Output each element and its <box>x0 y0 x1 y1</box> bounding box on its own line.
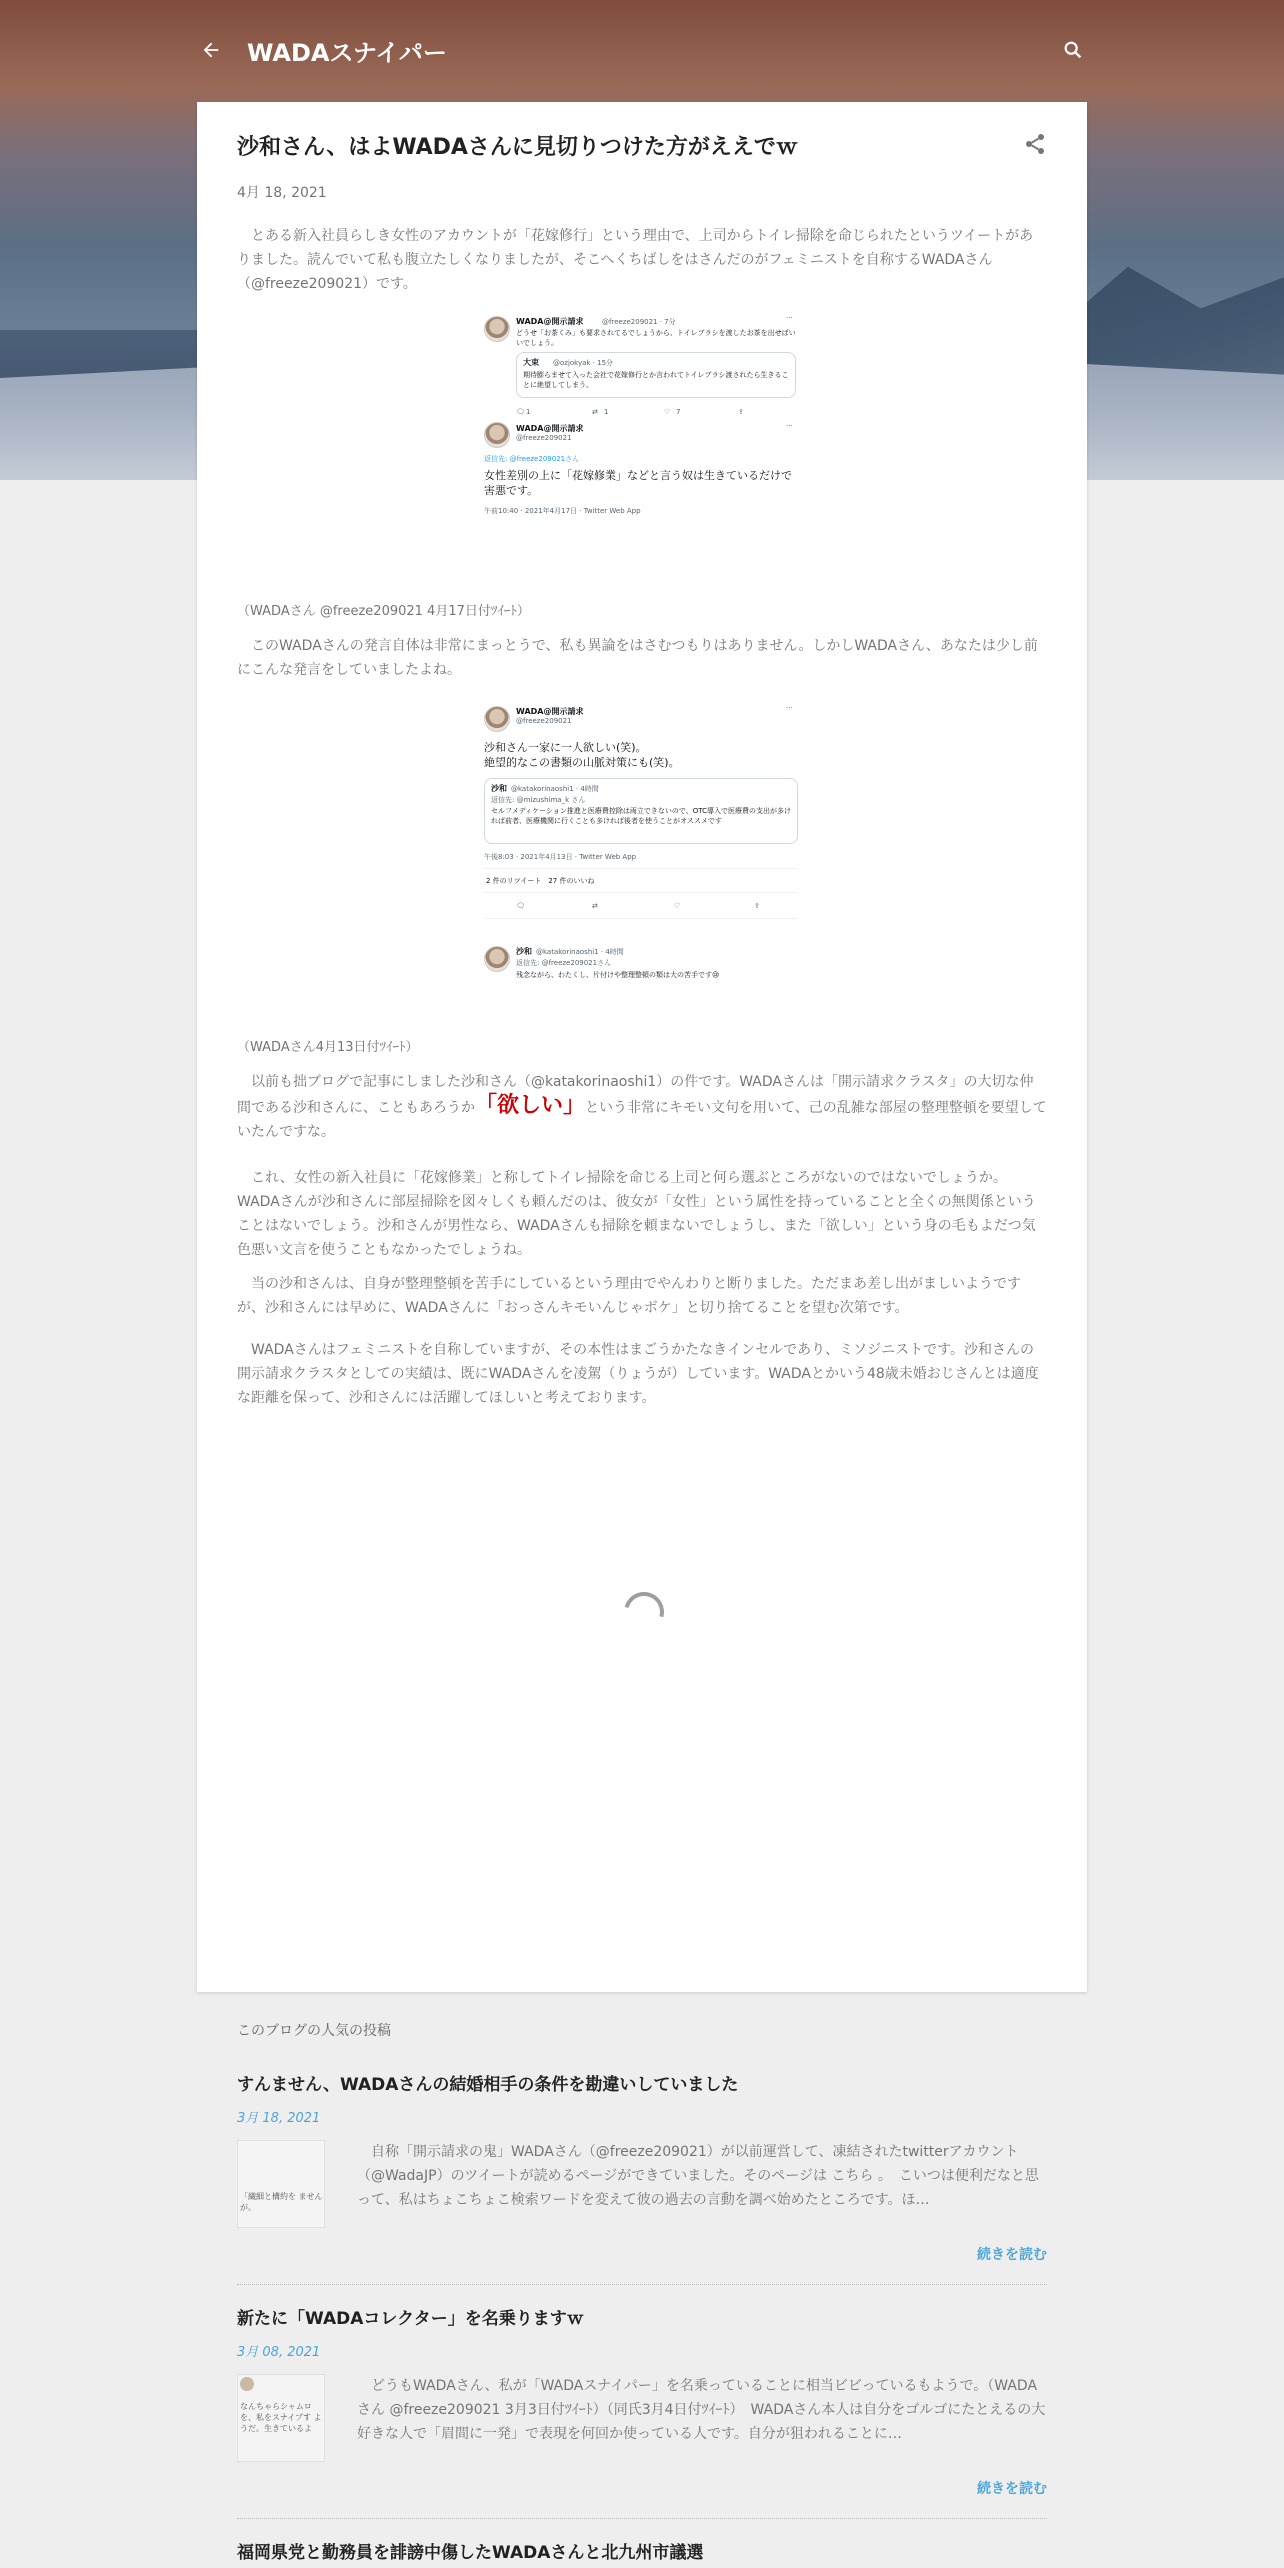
retweet-icon: ⇄ <box>592 902 598 910</box>
paragraph-3-text-a: 以前も拙ブログで記事にしました沙和さん（@katakorinaoshi1）の件です。WADAさんは「開示請求クラスタ」の大切な仲間である沙和さんに、こともあろうか <box>237 1074 1034 1116</box>
reply-to: 返信先: @freeze209021さん <box>516 959 612 967</box>
share-tweet-icon: ⇪ <box>754 902 760 910</box>
popular-posts-heading: このブログの人気の投稿 <box>237 2023 391 2039</box>
tweet-author-name: WADA@開示請求 <box>516 317 584 326</box>
quoted-reply-to: 返信先: @mizushima_k さん <box>491 796 586 804</box>
quoted-tweet <box>516 352 796 398</box>
emphasized-word: 「欲しい」 <box>475 1093 586 1118</box>
popular-post-thumbnail[interactable] <box>237 2140 325 2228</box>
more-icon: ··· <box>786 704 793 712</box>
thumbnail-text: 「繊細と構約を ませんが。 <box>240 2192 323 2212</box>
tweet-timestamp: 午前10:40 · 2021年4月17日 · Twitter Web App <box>484 507 641 515</box>
tweet-stats: 2 件のリツイート 27 件のいいね <box>486 877 595 885</box>
like-count: 7 <box>676 408 681 416</box>
avatar <box>484 316 510 342</box>
quoted-author-name: 沙和 <box>491 784 507 793</box>
popular-post-title[interactable]: 福岡県党と勤務員を誹謗中傷したWADAさんと北九州市議選 <box>237 2543 704 2563</box>
popular-post-title[interactable]: すんません、WADAさんの結婚相手の条件を勘違いしていました <box>237 2075 739 2095</box>
popular-post-date[interactable]: 3月 18, 2021 <box>237 2111 321 2126</box>
post-paragraph-2: このWADAさんの発言自体は非常にまっとうで、私も異論をはさむつもりはありません。しかしWADAさん、あなたは少し前にこんな発言をしていましたよね。 <box>237 638 1038 678</box>
post-date[interactable]: 4月 18, 2021 <box>237 185 327 201</box>
avatar <box>484 706 510 732</box>
tweet-timestamp: 午後8:03 · 2021年4月13日 · Twitter Web App <box>484 853 637 861</box>
blog-title[interactable]: WADAスナイパー <box>247 38 447 67</box>
read-more-link[interactable]: 続きを読む <box>977 2247 1047 2263</box>
avatar <box>484 422 510 448</box>
top-bar <box>197 28 1087 72</box>
reply-text: 残念ながら、わたくし、片付けや整理整頓の類は大の苦手です😢 <box>516 971 720 979</box>
post-card <box>197 102 1087 1992</box>
divider <box>484 918 798 919</box>
search-icon[interactable] <box>1059 36 1087 64</box>
thumbnail-text: なんちゃらシャムロ を、私をスナイプす ようだ。生きているよ <box>240 2402 322 2433</box>
avatar <box>484 946 510 972</box>
thumbnail-avatar <box>240 2377 254 2391</box>
retweet-icon: ⇄ <box>592 408 598 416</box>
reply-author-name: WADA@開示請求 <box>516 424 584 433</box>
quoted-text: セルフメディケーション推進と医療費控除は両立できないので、OTC導入で医療費の支出が多ければ前者、医療機関に行くことも多ければ後者を使うことがオススメです <box>491 807 792 825</box>
popular-post-thumbnail[interactable] <box>237 2374 325 2462</box>
more-icon: ··· <box>786 422 793 430</box>
popular-post-item <box>237 2538 1047 2563</box>
post-paragraph-3 <box>237 1070 1047 1144</box>
tweet-screenshot-2 <box>482 702 802 992</box>
reply-to: 返信先: @freeze209021さん <box>484 455 580 463</box>
quoted-tweet <box>484 778 798 844</box>
popular-post-title[interactable]: 新たに「WADAコレクター」を名乗りますｗ <box>237 2309 584 2329</box>
like-icon: ♡ <box>664 408 671 416</box>
reply-author-name: 沙和 <box>516 947 532 956</box>
tweet-text: 沙和さん一家に一人欲しい(笑)。 絶望的なこの書類の山脈対策にも(笑)。 <box>484 741 680 769</box>
reply-icon: 🗨 <box>516 408 525 416</box>
like-icon: ♡ <box>674 902 681 910</box>
tweet-handle: @freeze209021 · 7分 <box>602 318 676 326</box>
share-tweet-icon: ⇪ <box>738 408 744 416</box>
post-title: 沙和さん、はよWADAさんに見切りつけた方がええでｗ <box>237 135 798 160</box>
popular-posts <box>237 2020 1047 2563</box>
divider <box>484 892 798 893</box>
divider <box>237 2518 1047 2519</box>
divider <box>237 2284 1047 2285</box>
reply-handle: @freeze209021 <box>516 434 572 442</box>
tweet-author-name: WADA@開示請求 <box>516 707 584 716</box>
more-icon: ··· <box>786 314 793 322</box>
quoted-handle: @ozjokyak · 15分 <box>553 359 614 367</box>
caption-2: （WADAさん4月13日付ﾂｲｰﾄ） <box>237 1040 419 1055</box>
tweet-screenshot-1 <box>482 312 802 544</box>
paragraph-3-text-b: という非常にキモい文句を用いて、己の乱雑な部屋の整理整頓を要望していたんですな。 <box>237 1100 1047 1140</box>
post-paragraph-1: とある新入社員らしき女性のアカウントが「花嫁修行」という理由で、上司からトイレ掃除を命じられたというツイートがありました。読んでいて私も腹立たしくなりましたが、そこへくちばしをはさんだのがフェミニストを自称するWADAさん（@freeze209021）です。 <box>237 228 1034 292</box>
quoted-handle: @katakorinaoshi1 · 4時間 <box>511 785 599 793</box>
post-paragraph-5: 当の沙和さんは、自身が整理整頓を苦手にしているという理由でやんわりと断りました。ただまあ差し出がましいようですが、沙和さんには早めに、WADAさんに「おっさんキモいんじゃボケ」と切り捨てることを望む次第です。 <box>237 1276 1021 1316</box>
popular-post-item <box>237 2304 1047 2497</box>
popular-post-snippet: 自称「開示請求の鬼」WADAさん（@freeze209021）が以前運営して、凍結されたtwitterアカウント（@WadaJP）のツイートが読めるページができていました。そのページは こちら 。 こいつは便利だなと思って、私はちょこちょこ検索ワードを変えて彼の過去の言動を調べ始めたところです。ほ… <box>357 2144 1039 2208</box>
share-icon[interactable] <box>1023 132 1049 158</box>
quoted-author-name: 大束 <box>523 358 539 367</box>
quoted-text: 期待膨らませて入った会社で花嫁修行とか言われてトイレブラシ渡されたら生きることに絶望してしまう。 <box>523 371 789 389</box>
reply-handle: @katakorinaoshi1 · 4時間 <box>536 948 624 956</box>
caption-1: （WADAさん @freeze209021 4月17日付ﾂｲｰﾄ） <box>237 604 530 619</box>
divider <box>484 868 798 869</box>
post-paragraph-6: WADAさんはフェミニストを自称していますが、その本性はまごうかたなきインセルであり、ミソジニストです。沙和さんの開示請求クラスタとしての実績は、既にWADAさんを凌駕（りょうが）しています。WADAとかいう48歳未婚おじさんとは適度な距離を保って、沙和さんには活躍してほしいと考えております。 <box>237 1342 1039 1406</box>
reply-icon: 🗨 <box>516 902 525 910</box>
back-arrow-icon[interactable] <box>197 36 225 64</box>
tweet-text: どうせ「お茶くみ」も要求されてるでしょうから、トイレブラシを渡したお茶を出せばいいでしょう。 <box>516 329 796 347</box>
retweet-count: 1 <box>604 408 609 416</box>
popular-post-item <box>237 2070 1047 2263</box>
reply-count: 1 <box>526 408 531 416</box>
reply-text: 女性差別の上に「花嫁修業」などと言う奴は生きているだけで害悪です。 <box>484 469 792 497</box>
post-paragraph-4: これ、女性の新入社員に「花嫁修業」と称してトイレ掃除を命じる上司と何ら選ぶところがないのではないでしょうか。WADAさんが沙和さんに部屋掃除を図々しくも頼んだのは、彼女が「女性」という属性を持っていることと全くの無関係ということはないでしょう。沙和さんが男性なら、WADAさんも掃除を頼まないでしょうし、また「欲しい」という身の毛もよだつ気色悪い文言を使うこともなかったでしょうね。 <box>237 1170 1036 1258</box>
popular-post-snippet: どうもWADAさん、私が「WADAスナイパー」を名乗っていることに相当ビビっているもようで。（WADAさん @freeze209021 3月3日付ﾂｲｰﾄ）（同氏3月4日付ﾂｲｰﾄ） WADAさん本人は自分をゴルゴにたとえるの大好きな人で「眉間に一発」で表現を何回か使っている人です。自分が狙われることに… <box>357 2378 1046 2442</box>
tweet-handle: @freeze209021 <box>516 717 572 725</box>
read-more-link[interactable]: 続きを読む <box>977 2481 1047 2497</box>
popular-post-date[interactable]: 3月 08, 2021 <box>237 2345 321 2360</box>
